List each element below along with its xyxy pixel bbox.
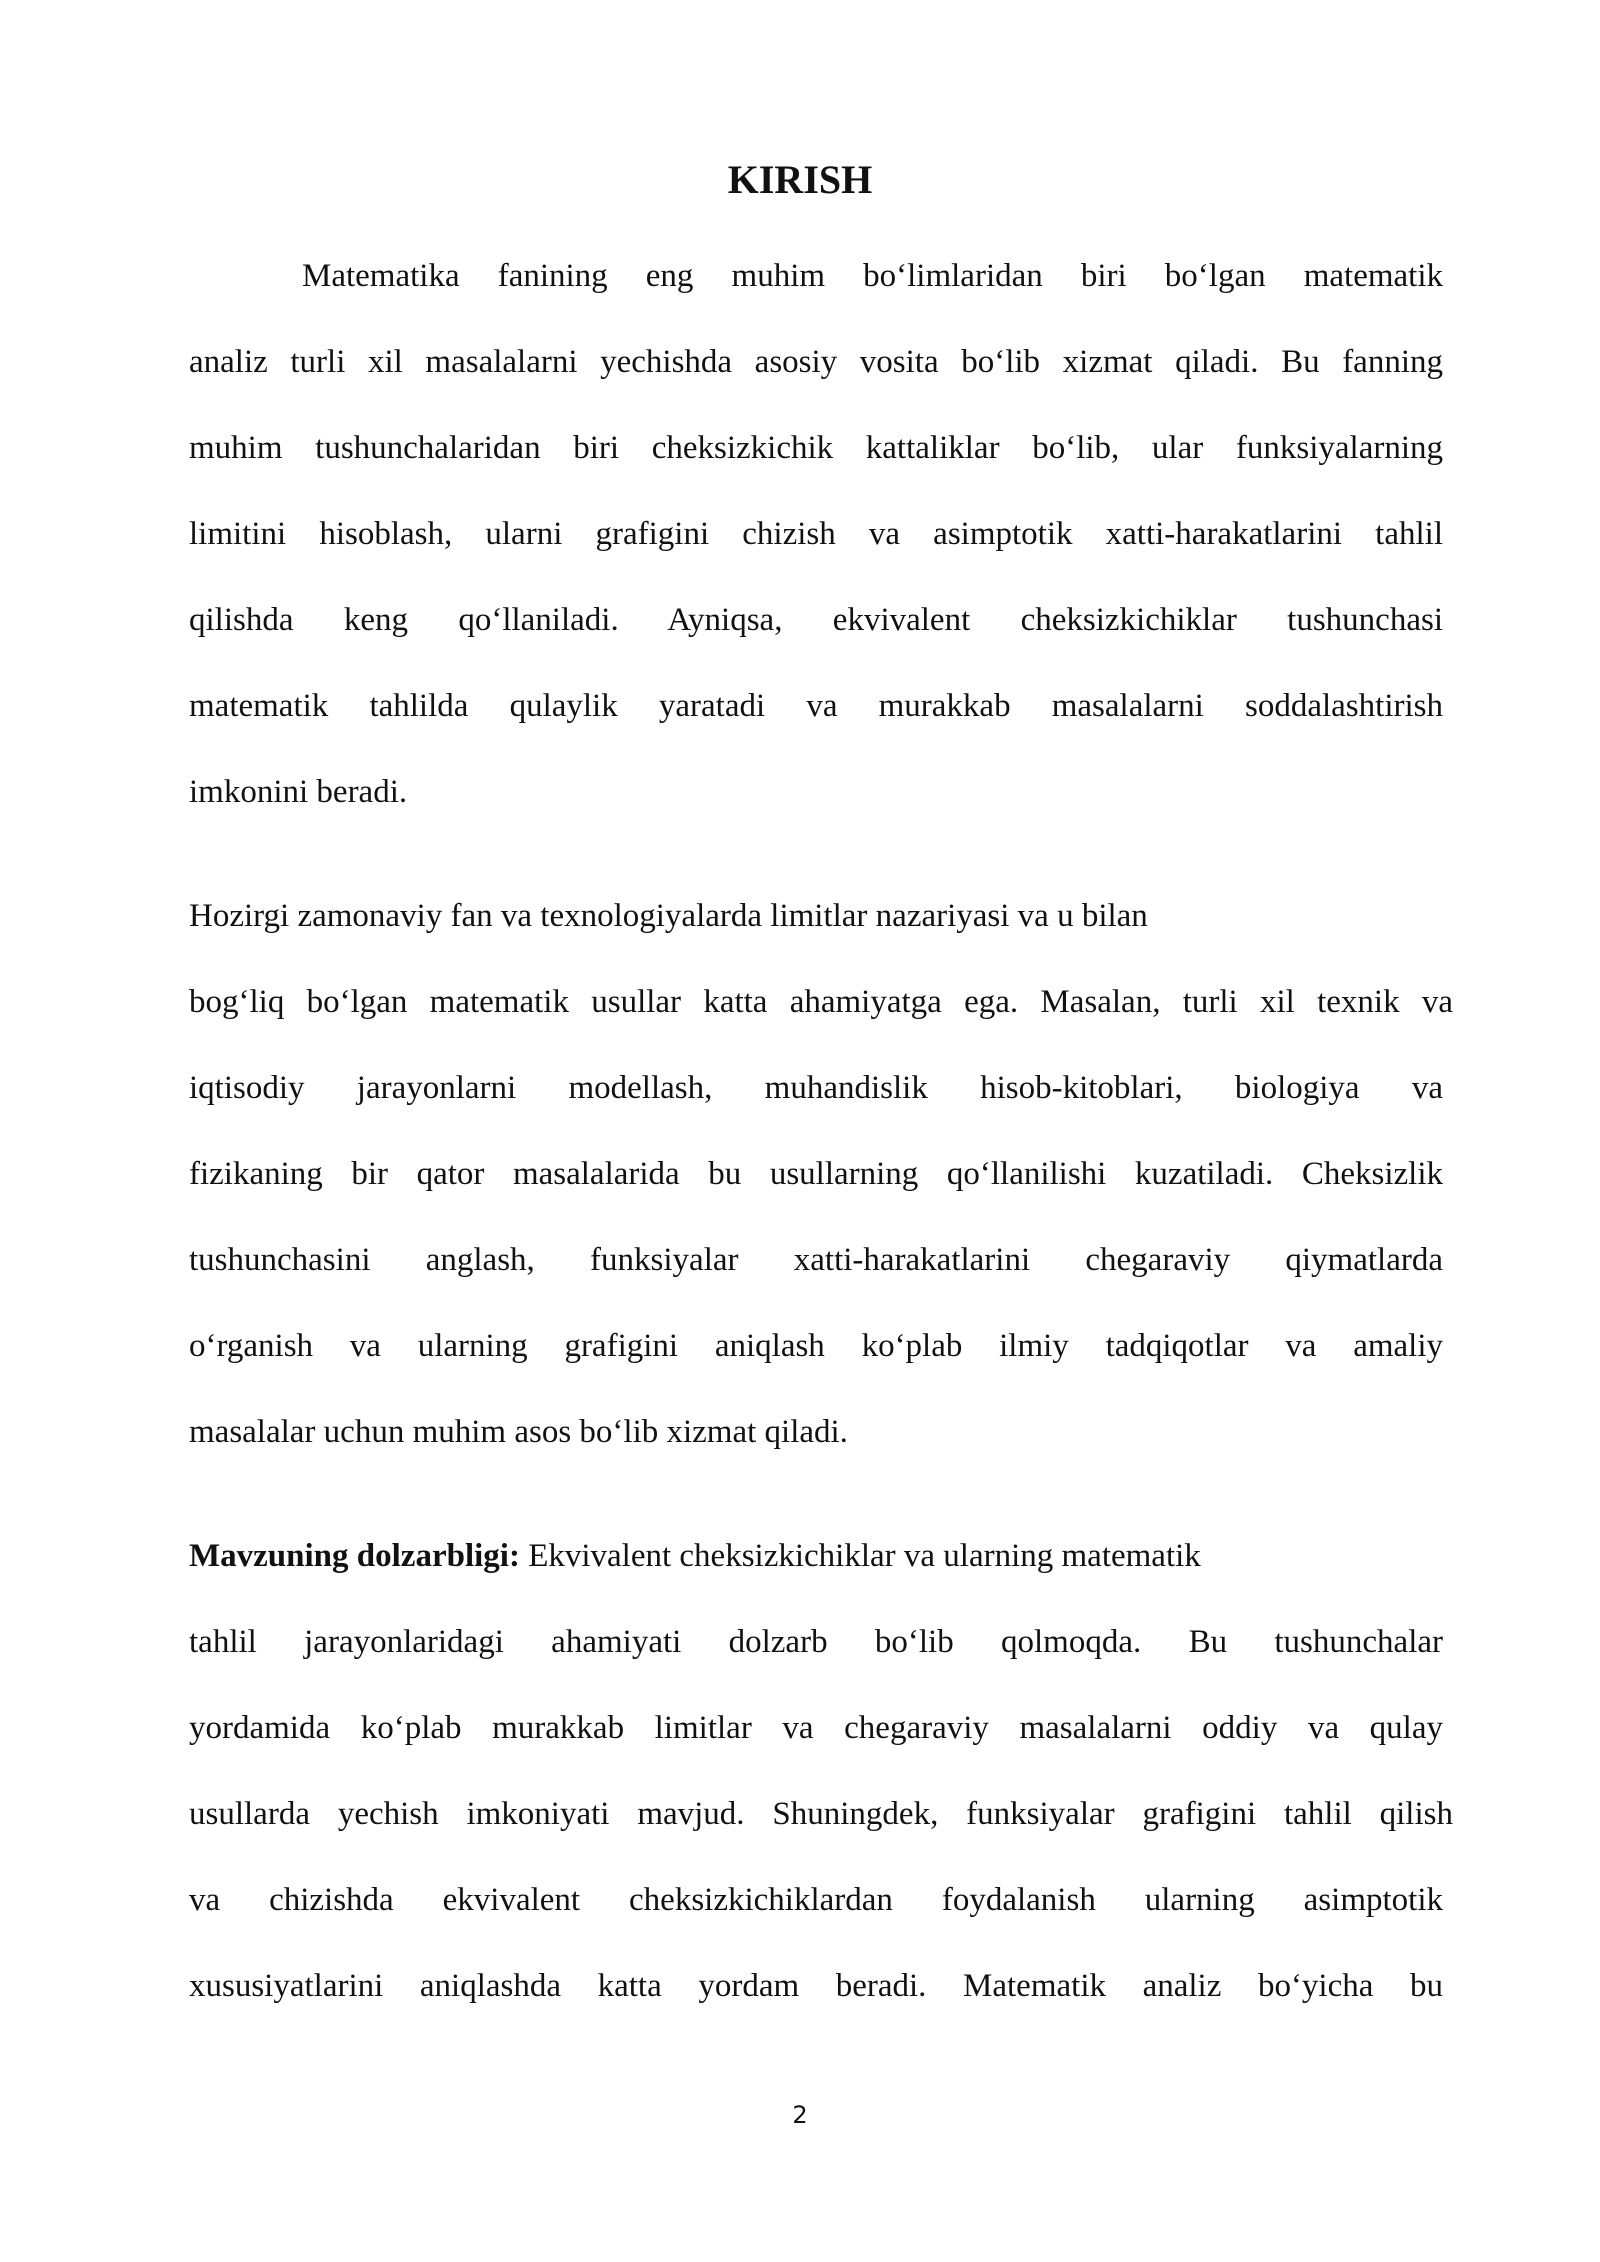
paragraph-line: matematik tahlilda qulaylik yaratadi va murakkab masalalarni soddalashtirish — [189, 688, 1443, 724]
paragraph-line: usullarda yechish imkoniyati mavjud. Shuningdek, funksiyalar grafigini tahlil qilish — [189, 1796, 1453, 1832]
paragraph-line: tahlil jarayonlaridagi ahamiyati dolzarb bo‘lib qolmoqda. Bu tushunchalar — [189, 1624, 1443, 1660]
paragraph-line: Matematika fanining eng muhim bo‘limlaridan biri bo‘lgan matematik — [302, 258, 1443, 294]
page-title: KIRISH — [727, 157, 873, 202]
paragraph-line: Hozirgi zamonaviy fan va texnologiyalarda limitlar nazariyasi va u bilan — [189, 898, 1148, 934]
page-number: 2 — [792, 2101, 808, 2129]
paragraph-line: imkonini beradi. — [189, 774, 408, 810]
paragraph-line: xususiyatlarini aniqlashda katta yordam beradi. Matematik analiz bo‘yicha bu — [189, 1968, 1443, 2004]
paragraph-line: limitini hisoblash, ularni grafigini chizish va asimptotik xatti-harakatlarini tahlil — [189, 516, 1443, 552]
paragraph-line: fizikaning bir qator masalalarida bu usullarning qo‘llanilishi kuzatiladi. Cheksizlik — [189, 1156, 1443, 1192]
paragraph-line-text: Ekvivalent cheksizkichiklar va ularning matematik — [519, 1538, 1201, 1574]
paragraph-line: tushunchasini anglash, funksiyalar xatti-harakatlarini chegaraviy qiymatlarda — [189, 1242, 1443, 1278]
paragraph-line: masalalar uchun muhim asos bo‘lib xizmat qiladi. — [189, 1414, 848, 1450]
paragraph-line: yordamida ko‘plab murakkab limitlar va chegaraviy masalalarni oddiy va qulay — [189, 1710, 1443, 1746]
paragraph-line: qilishda keng qo‘llaniladi. Ayniqsa, ekvivalent cheksizkichiklar tushunchasi — [189, 602, 1443, 638]
paragraph-line: va chizishda ekvivalent cheksizkichiklardan foydalanish ularning asimptotik — [189, 1882, 1443, 1918]
paragraph-line: muhim tushunchalaridan biri cheksizkichik kattaliklar bo‘lib, ular funksiyalarning — [189, 430, 1443, 466]
paragraph-line: iqtisodiy jarayonlarni modellash, muhandislik hisob-kitoblari, biologiya va — [189, 1070, 1443, 1106]
paragraph-line: o‘rganish va ularning grafigini aniqlash ko‘plab ilmiy tadqiqotlar va amaliy — [189, 1328, 1443, 1364]
paragraph-first-line — [189, 1534, 1201, 1578]
section-heading: Mavzuning dolzarbligi: — [189, 1538, 520, 1574]
paragraph-line: analiz turli xil masalalarni yechishda asosiy vosita bo‘lib xizmat qiladi. Bu fanning — [189, 344, 1443, 380]
paragraph-line: bog‘liq bo‘lgan matematik usullar katta ahamiyatga ega. Masalan, turli xil texnik va — [189, 984, 1453, 1020]
